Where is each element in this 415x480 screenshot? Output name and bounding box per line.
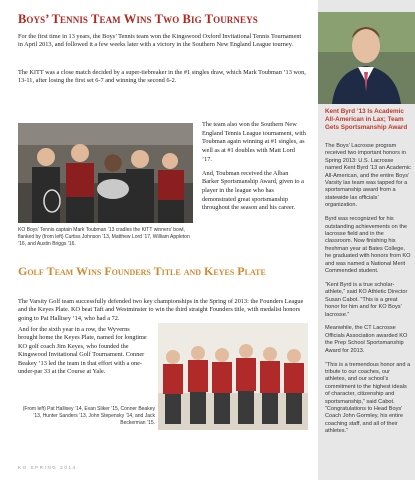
tennis-headline: Boys’ Tennis Team Wins Two Big Tourneys <box>18 12 258 26</box>
tennis-paragraph-2: The KITT was a close match decided by a super-tiebreaker in the #1 singles draw, which Mark Toubman ’13 won, 13-11, after losing the first set 6-7 and winning the second 6-2. <box>18 69 306 85</box>
sidebar-paragraph: “This is a tremendous honor and a tribute to our coaches, our athletes, and our school’s commitment to the highest ideals of character, citizenship and sportsmanship,” said Cabot. “Congratulations to Head Boys’ Coach John Gormley, his entire coaching staff, and all of their athletes.” <box>325 361 411 435</box>
tennis-photo-caption: KO Boys’ Tennis captain Mark Toubman ’13 cradles the KITT winners’ bowl, flanked by (from left) Curtiss Johnson ’13, Matthew Lord ’17, William Appleton ’16, and Austin Briggs ’16. <box>18 227 190 247</box>
golf-photo-caption: (From left) Pat Hallisey ’14, Evan Sliker ’15, Conner Beakey ’13, Hunter Sanders ’13, John Stepensky ’14, and Jack Beckerman ’15. <box>22 406 155 426</box>
sidebar-paragraph: The Boys’ Lacrosse program received two important honors in Spring 2013: U.S. Lacrosse named Kent Byrd ’13 an Academic All-American, and the entire Boys’ Varsity lax team was tapped for a sportsmanship award from a statewide lax officials’ organization. <box>325 143 411 209</box>
tennis-paragraph-3: The team also won the Southern New England Tennis League tournament, with Toubman again winning at #1 singles, as well as at #1 doubles with Matt Lord ’17. <box>202 121 306 163</box>
sidebar-paragraph: “Kent Byrd is a true scholar-athlete,” said KO Athletic Director Susan Cabot. “This is a great honor for him and for KO Boys’ lacrosse.” <box>325 281 408 318</box>
sidebar-headline: Kent Byrd ’13 Is Academic All-American in Lax; Team Gets Sportsmanship Award <box>325 108 408 131</box>
kent-byrd-portrait <box>318 12 415 104</box>
tennis-side-column <box>202 121 306 213</box>
footer-issue: KO SPRING 2014 <box>18 465 77 470</box>
sidebar-paragraph: Meanwhile, the CT Lacrosse Officials Association awarded KO the Prep School Sportsmanship Award for 2013. <box>325 325 408 354</box>
golf-paragraph-2: And for the sixth year in a row, the Wyverns brought home the Keyes Plate, named for longtime KO golf coach Jim Keyes, who founded the Kingswood Invitational Golf Tournament. Conner Beakey ’13 led the team in that effort with a one-under-par 33 at the Course at Yale. <box>18 326 147 376</box>
golf-team-photo <box>158 323 308 430</box>
lacrosse-sidebar <box>318 0 415 480</box>
sidebar-body <box>325 143 411 442</box>
tennis-team-photo <box>18 123 193 223</box>
golf-headline: Golf Team Wins Founders Title and Keyes Plate <box>18 264 266 278</box>
golf-paragraph-1: The Varsity Golf team successfully defended two key championships in the Spring of 2013: the Founders League and the Keyes Plate. KO beat Taft and Westminster to win the third straight Founders title, with medalist honors going to Pat Hallisey ’14, who had a 72. <box>18 298 304 322</box>
tennis-paragraph-1: For the first time in 13 years, the Boys’ Tennis team won the Kingswood Oxford Invitational Tennis Tournament in April 2013, and followed it a few weeks later with a victory in the Southern New England League tourney. <box>18 33 302 49</box>
sidebar-paragraph: Byrd was recognized for his outstanding achievements on the lacrosse field and in the classroom. Now finishing his freshman year at Bates College, he graduated with honors from KO and was named a National Merit Commended student. <box>325 216 411 274</box>
tennis-paragraph-4: And, Toubman received the Alban Barker Sportsmanship Award, given to a player in the league who has demonstrated great sportsmanship throughout the season and his career. <box>202 169 304 212</box>
